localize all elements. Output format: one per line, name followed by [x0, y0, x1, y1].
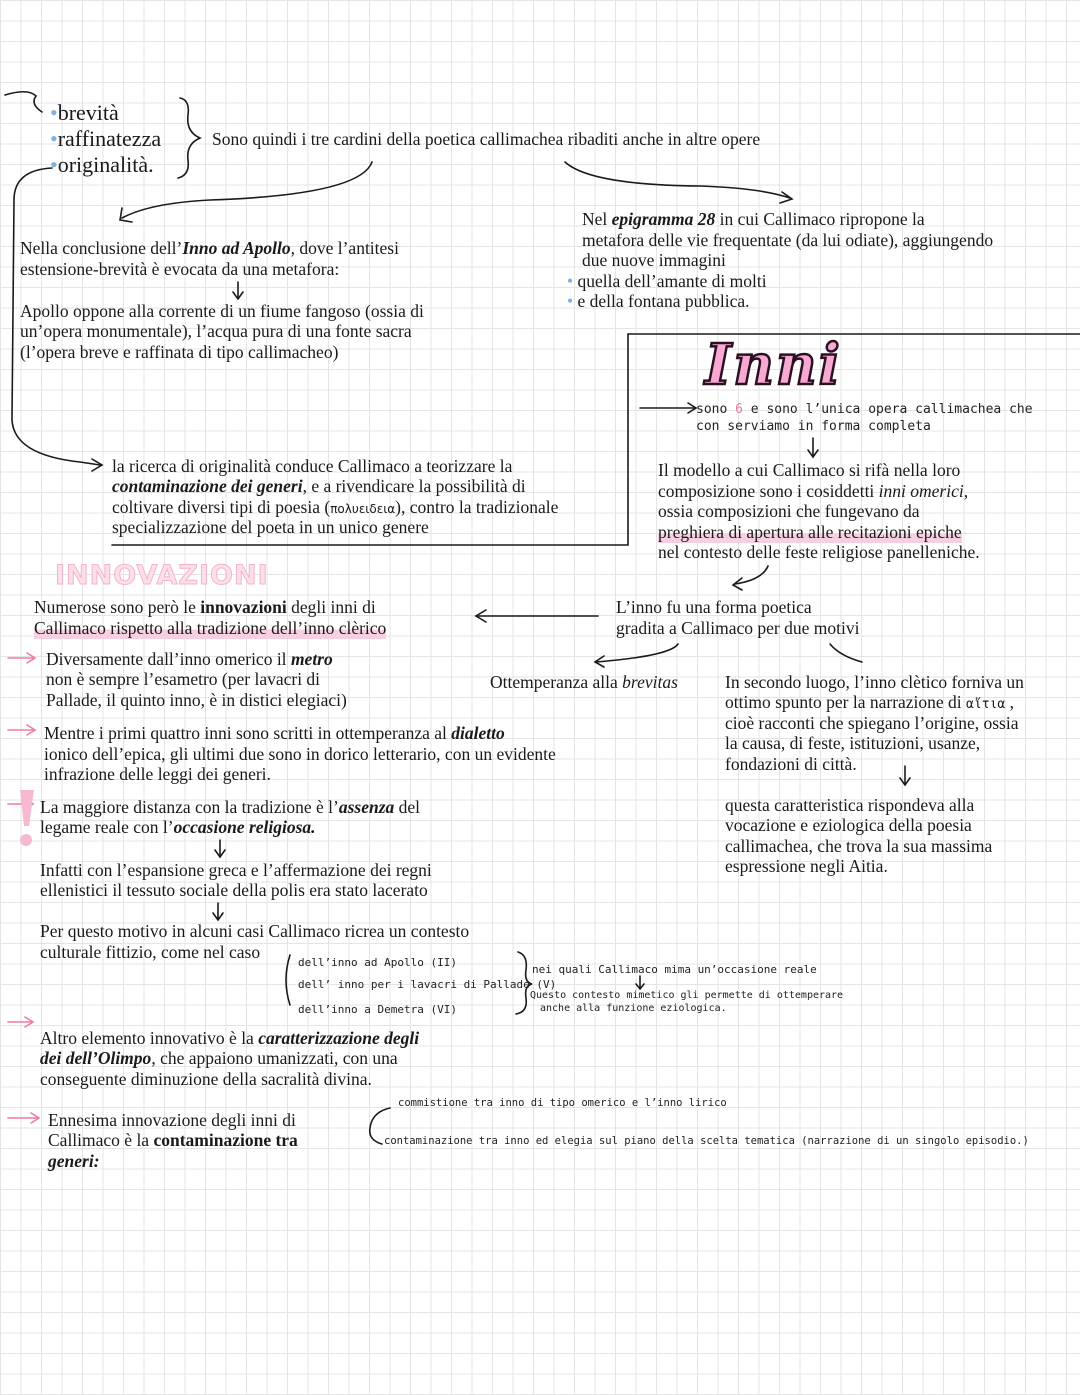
inni-note-line2: con serviamo in forma completa — [696, 419, 931, 434]
innovazioni-heading: INNOVAZIONI — [55, 560, 269, 591]
caso-item: dell’inno a Demetra (VI) — [298, 1003, 457, 1016]
casi-note: Questo contesto mimetico gli permette di ottemperare — [530, 990, 844, 1001]
casi-note: anche alla funzione eziologica. — [540, 1003, 727, 1014]
cardini-summary: Sono quindi i tre cardini della poetica callimachea ribaditi anche in altre opere — [212, 129, 761, 149]
cardini-item: •brevità — [50, 100, 119, 125]
casi-note: nei quali Callimaco mima un’occasione reale — [532, 963, 817, 976]
cardini-item: •originalità. — [50, 152, 154, 177]
cardini-item: •raffinatezza — [50, 126, 162, 151]
caso-item: dell’inno ad Apollo (II) — [298, 956, 457, 969]
contaminazione-note: contaminazione tra inno ed elegia sul piano della scelta tematica (narrazione di un singolo episodio.) — [384, 1135, 1029, 1147]
brevitas-motivo: Ottemperanza alla brevitas — [490, 672, 678, 692]
inni-title: Inni — [705, 332, 842, 398]
contaminazione-note: commistione tra inno di tipo omerico e l’inno lirico — [398, 1097, 727, 1109]
caso-item: dell’ inno per i lavacri di Pallade (V) — [298, 978, 557, 991]
inni-note: sono 6 e sono l’unica opera callimachea che — [696, 402, 1033, 417]
